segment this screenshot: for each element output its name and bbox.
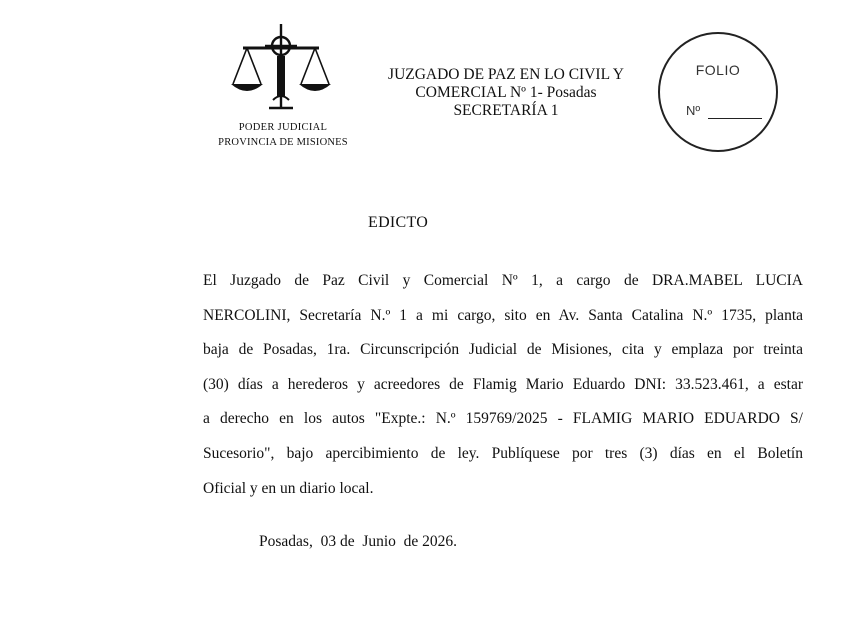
document-date: Posadas, 03 de Junio de 2026.: [259, 533, 458, 550]
scales-of-justice-icon: [229, 22, 337, 120]
folio-stamp: [658, 32, 778, 152]
folio-label: FOLIO: [695, 62, 741, 78]
body-line-4: (30) días a herederos y acreedores de Flamig Mario Eduardo DNI: 33.523.461, a estar: [203, 375, 803, 393]
judicial-logo: [212, 22, 354, 152]
body-line-5: a derecho en los autos "Expte.: N.º 159769/2025 - FLAMIG MARIO EDUARDO S/: [203, 410, 803, 428]
folio-number-blank: [708, 118, 762, 119]
body-line-2: NERCOLINI, Secretaría N.º 1 a mi cargo, sito en Av. Santa Catalina N.º 1735, planta: [203, 306, 803, 324]
body-line-7: Oficial y en un diario local.: [203, 479, 374, 497]
court-heading-line-1: JUZGADO DE PAZ EN LO CIVIL Y: [388, 66, 624, 83]
logo-text-poder-judicial: PODER JUDICIAL: [238, 122, 328, 133]
court-heading-line-3: SECRETARÍA 1: [453, 102, 559, 119]
body-line-3: baja de Posadas, 1ra. Circunscripción Judicial de Misiones, cita y emplaza por treinta: [203, 341, 803, 359]
body-line-1: El Juzgado de Paz Civil y Comercial Nº 1, a cargo de DRA.MABEL LUCIA: [203, 272, 803, 289]
court-heading-line-2: COMERCIAL Nº 1- Posadas: [415, 84, 597, 101]
document-title: EDICTO: [368, 214, 429, 231]
body-line-6: Sucesorio", bajo apercibimiento de ley. Publíquese por tres (3) días en el Boletín: [203, 444, 803, 462]
folio-number-label: Nº: [686, 103, 701, 118]
edict-body: [203, 264, 803, 506]
logo-text-provincia: PROVINCIA DE MISIONES: [218, 137, 348, 148]
court-heading: [372, 66, 640, 120]
